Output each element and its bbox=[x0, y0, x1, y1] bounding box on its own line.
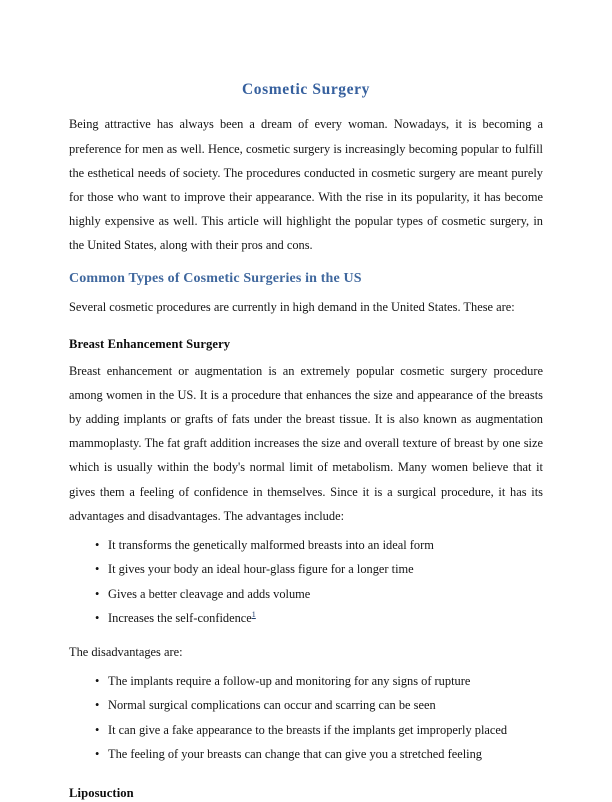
list-item-text: It gives your body an ideal hour-glass figure for a longer time bbox=[108, 562, 414, 577]
advantages-list bbox=[69, 533, 543, 631]
list-item-text: Gives a better cleavage and adds volume bbox=[108, 586, 311, 601]
list-item bbox=[69, 718, 543, 742]
list-item-text: The implants require a follow-up and monitoring for any signs of rupture bbox=[108, 673, 471, 688]
page-title: Cosmetic Surgery bbox=[242, 81, 370, 98]
breast-enhancement-paragraph: Breast enhancement or augmentation is an extremely popular cosmetic surgery procedure among women in the US. It is a procedure that enhances the size and appearance of the breasts by adding implants or grafts of fats under the breast tissue. It is also known as augmentation mammoplasty. The fat graft addition increases the size and overall texture of breast by one size which is usually within the body's normal limit of metabolism. Many women believe that it gives them a feeling of confidence in themselves. Since it is a surgical procedure, it has its advantages and disadvantages. The advantages include: bbox=[69, 363, 543, 523]
bullet-icon: • bbox=[95, 586, 100, 601]
list-item bbox=[69, 582, 543, 606]
list-item bbox=[69, 669, 543, 693]
bullet-icon: • bbox=[95, 538, 100, 553]
list-item-text: Increases the self-confidence bbox=[108, 611, 252, 626]
bullet-icon: • bbox=[95, 722, 100, 737]
footnote-reference-link[interactable]: 1 bbox=[251, 610, 256, 620]
section-heading-common-types: Common Types of Cosmetic Surgeries in the US bbox=[69, 270, 362, 286]
bullet-icon: • bbox=[95, 611, 100, 626]
list-item bbox=[69, 557, 543, 581]
list-item-text: The feeling of your breasts can change that can give you a stretched feeling bbox=[108, 747, 482, 762]
bullet-icon: • bbox=[95, 673, 100, 688]
list-item-text: It transforms the genetically malformed breasts into an ideal form bbox=[108, 538, 434, 553]
list-item bbox=[69, 533, 543, 557]
disadvantages-lead-paragraph: The disadvantages are: bbox=[69, 644, 183, 659]
subheading-breast-enhancement-surgery: Breast Enhancement Surgery bbox=[69, 337, 231, 352]
bullet-icon: • bbox=[95, 562, 100, 577]
intro-paragraph: Being attractive has always been a dream of every woman. Nowadays, it is becoming a preference for men as well. Hence, cosmetic surgery is increasingly becoming popular to fulfill the esthetical needs of society. The procedures conducted in cosmetic surgery are meant purely for those who want to improve their appearance. With the rise in its popularity, it has become highly expensive as well. This article will highlight the popular types of cosmetic surgery, in the United States, along with their pros and cons. bbox=[69, 117, 543, 253]
list-item bbox=[69, 606, 543, 630]
list-item-text: It can give a fake appearance to the breasts if the implants get improperly placed bbox=[108, 722, 508, 737]
list-item bbox=[69, 742, 543, 766]
section-lead-paragraph: Several cosmetic procedures are currently in high demand in the United States. These are: bbox=[69, 300, 515, 315]
bullet-icon: • bbox=[95, 698, 100, 713]
subheading-liposuction: Liposuction bbox=[69, 785, 134, 800]
disadvantages-list bbox=[69, 669, 543, 767]
list-item bbox=[69, 693, 543, 717]
list-item-text: Normal surgical complications can occur and scarring can be seen bbox=[108, 698, 436, 713]
bullet-icon: • bbox=[95, 747, 100, 762]
